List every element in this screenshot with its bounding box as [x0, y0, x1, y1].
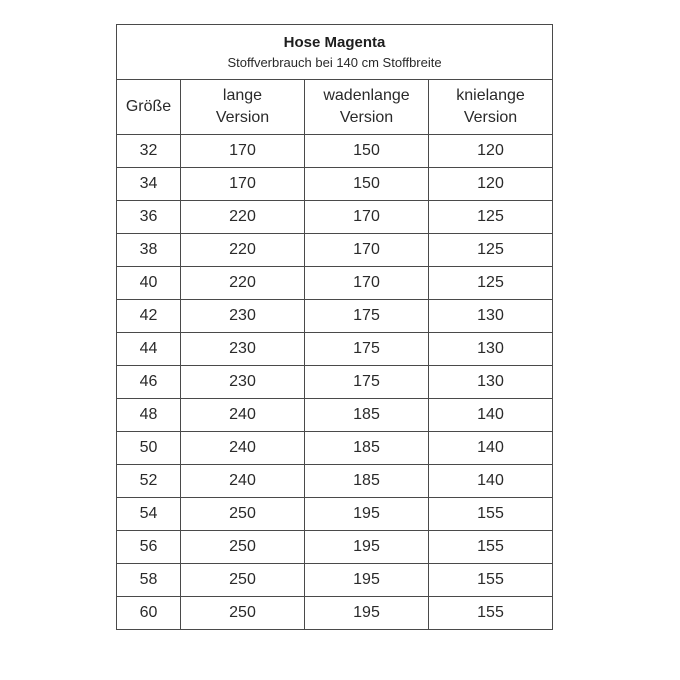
table-row — [117, 564, 553, 597]
knee-version-cell: 155 — [429, 498, 553, 531]
table-row — [117, 432, 553, 465]
size-cell: 40 — [117, 267, 181, 300]
size-cell: 54 — [117, 498, 181, 531]
knee-version-cell: 155 — [429, 564, 553, 597]
calf-version-cell: 175 — [305, 366, 429, 399]
knee-version-cell: 125 — [429, 234, 553, 267]
calf-version-cell: 150 — [305, 135, 429, 168]
column-header-long-line1: lange — [222, 87, 263, 104]
size-cell: 42 — [117, 300, 181, 333]
long-version-cell: 250 — [181, 498, 305, 531]
calf-version-cell: 170 — [305, 234, 429, 267]
size-cell: 44 — [117, 333, 181, 366]
table-row — [117, 498, 553, 531]
table-row — [117, 366, 553, 399]
knee-version-cell: 125 — [429, 267, 553, 300]
column-header-calf-line1: wadenlange — [323, 87, 410, 104]
long-version-cell: 230 — [181, 333, 305, 366]
calf-version-cell: 185 — [305, 399, 429, 432]
knee-version-cell: 155 — [429, 531, 553, 564]
long-version-cell: 170 — [181, 135, 305, 168]
knee-version-cell: 130 — [429, 366, 553, 399]
fabric-consumption-table — [116, 24, 553, 630]
table-row — [117, 135, 553, 168]
long-version-cell: 250 — [181, 564, 305, 597]
table-row — [117, 300, 553, 333]
long-version-cell: 240 — [181, 432, 305, 465]
table-row — [117, 531, 553, 564]
size-cell: 50 — [117, 432, 181, 465]
knee-version-cell: 130 — [429, 333, 553, 366]
table-subtitle: Stoffverbrauch bei 140 cm Stoffbreite — [227, 54, 442, 70]
calf-version-cell: 195 — [305, 597, 429, 630]
size-cell: 46 — [117, 366, 181, 399]
column-header-long-line2: Version — [215, 109, 270, 126]
column-header-size — [117, 80, 181, 135]
calf-version-cell: 150 — [305, 168, 429, 201]
calf-version-cell: 170 — [305, 267, 429, 300]
size-cell: 58 — [117, 564, 181, 597]
knee-version-cell: 140 — [429, 432, 553, 465]
table-row — [117, 267, 553, 300]
column-header-knee — [429, 80, 553, 135]
table-body — [117, 135, 553, 630]
size-cell: 38 — [117, 234, 181, 267]
table-row — [117, 465, 553, 498]
knee-version-cell: 125 — [429, 201, 553, 234]
long-version-cell: 250 — [181, 597, 305, 630]
column-header-calf — [305, 80, 429, 135]
calf-version-cell: 195 — [305, 531, 429, 564]
calf-version-cell: 195 — [305, 498, 429, 531]
table-row — [117, 333, 553, 366]
long-version-cell: 240 — [181, 465, 305, 498]
size-cell: 36 — [117, 201, 181, 234]
table-title-cell — [117, 25, 553, 80]
calf-version-cell: 185 — [305, 465, 429, 498]
table-row — [117, 597, 553, 630]
knee-version-cell: 130 — [429, 300, 553, 333]
size-cell: 60 — [117, 597, 181, 630]
knee-version-cell: 120 — [429, 135, 553, 168]
size-cell: 52 — [117, 465, 181, 498]
long-version-cell: 220 — [181, 267, 305, 300]
knee-version-cell: 155 — [429, 597, 553, 630]
long-version-cell: 220 — [181, 201, 305, 234]
calf-version-cell: 185 — [305, 432, 429, 465]
column-header-knee-line2: Version — [463, 109, 518, 126]
long-version-cell: 230 — [181, 300, 305, 333]
long-version-cell: 250 — [181, 531, 305, 564]
table-title-row — [117, 25, 553, 80]
long-version-cell: 220 — [181, 234, 305, 267]
column-header-calf-line2: Version — [339, 109, 394, 126]
knee-version-cell: 140 — [429, 399, 553, 432]
size-cell: 32 — [117, 135, 181, 168]
long-version-cell: 240 — [181, 399, 305, 432]
knee-version-cell: 140 — [429, 465, 553, 498]
column-header-size-label: Größe — [125, 98, 172, 115]
table-row — [117, 168, 553, 201]
calf-version-cell: 175 — [305, 333, 429, 366]
knee-version-cell: 120 — [429, 168, 553, 201]
long-version-cell: 170 — [181, 168, 305, 201]
size-cell: 48 — [117, 399, 181, 432]
calf-version-cell: 195 — [305, 564, 429, 597]
size-cell: 34 — [117, 168, 181, 201]
table-row — [117, 234, 553, 267]
column-header-row — [117, 80, 553, 135]
calf-version-cell: 170 — [305, 201, 429, 234]
column-header-long — [181, 80, 305, 135]
table-row — [117, 201, 553, 234]
column-header-knee-line1: knielange — [456, 87, 525, 104]
long-version-cell: 230 — [181, 366, 305, 399]
calf-version-cell: 175 — [305, 300, 429, 333]
size-cell: 56 — [117, 531, 181, 564]
table-title: Hose Magenta — [283, 33, 386, 51]
table-row — [117, 399, 553, 432]
